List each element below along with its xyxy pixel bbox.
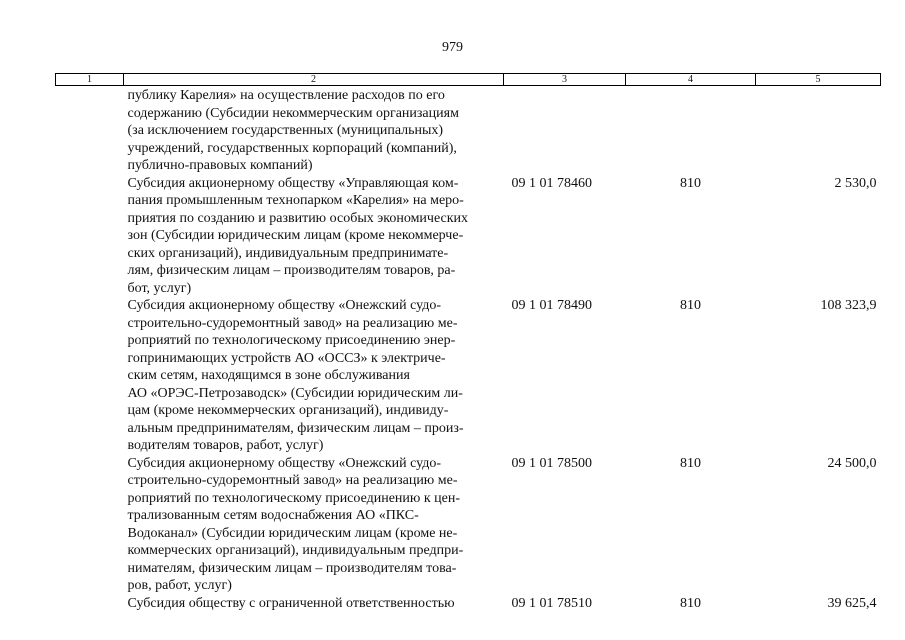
description-line: приятия по созданию и развитию особых экономических <box>127 210 469 226</box>
description-line: Водоканал» (Субсидии юридическим лицам (кроме не- <box>127 525 458 541</box>
header-col-5: 5 <box>756 74 881 86</box>
row-expense-type <box>626 86 756 175</box>
row-amount: 2 530,0 <box>834 175 877 191</box>
table-row <box>56 86 881 175</box>
row-number-cell <box>56 595 124 613</box>
description-line: Субсидия акционерному обществу «Управляющая ком- <box>127 175 459 191</box>
row-description <box>124 86 504 175</box>
description-line: строительно-судоремонтный завод» на реализацию ме- <box>127 315 458 331</box>
description-line: гопринимающих устройств АО «ОССЗ» к электриче- <box>127 350 446 366</box>
budget-table <box>55 73 881 612</box>
row-description <box>124 175 504 298</box>
row-number-cell <box>56 297 124 455</box>
header-row <box>56 74 881 86</box>
header-col-3: 3 <box>504 74 626 86</box>
table-row <box>56 297 881 455</box>
description-line: нимателям, физическим лицам – производителям това- <box>127 560 457 576</box>
row-target-code: 09 1 01 78510 <box>511 595 592 611</box>
description-line: коммерческих организаций), индивидуальным предпри- <box>127 543 464 558</box>
description-line: (за исключением государственных (муниципальных) <box>127 123 444 138</box>
row-number-cell <box>56 86 124 175</box>
row-target-code: 09 1 01 78490 <box>511 298 592 313</box>
description-line: содержанию (Субсидии некоммерческим организациям <box>127 105 459 121</box>
row-number-cell <box>56 175 124 298</box>
row-target-code <box>504 86 626 175</box>
row-expense-type: 810 <box>680 175 701 191</box>
row-target-code: 09 1 01 78500 <box>511 455 592 471</box>
description-line: зон (Субсидии юридическим лицам (кроме некоммерче- <box>127 228 464 243</box>
description-line: Субсидия акционерному обществу «Онежский судо- <box>127 298 442 313</box>
table-row <box>56 455 881 595</box>
description-line: пания промышленным технопарком «Карелия» на меро- <box>127 193 464 208</box>
row-amount: 24 500,0 <box>827 455 877 471</box>
table-row <box>56 175 881 298</box>
description-line: ских организаций), индивидуальным предпринимате- <box>127 245 449 261</box>
description-line: ским сетям, находящимся в зоне обслуживания <box>127 368 410 383</box>
page-number: 979 <box>442 40 463 55</box>
row-amount: 108 323,9 <box>820 298 877 313</box>
table-row <box>56 595 881 613</box>
table-body <box>56 86 881 613</box>
row-description <box>124 455 504 595</box>
description-line: ров, работ, услуг) <box>127 578 232 593</box>
description-line: альным предпринимателям, физическим лицам – произ- <box>127 420 464 436</box>
description-line: трализованным сетям водоснабжения АО «ПКС- <box>127 508 419 523</box>
header-col-1: 1 <box>56 74 124 86</box>
row-expense-type: 810 <box>680 455 701 471</box>
row-description <box>124 297 504 455</box>
description-line: АО «ОРЭС-Петрозаводск» (Субсидии юридическим ли- <box>127 385 463 401</box>
description-line: строительно-судоремонтный завод» на реализацию ме- <box>127 473 458 488</box>
description-line: водителям товаров, работ, услуг) <box>127 438 324 453</box>
row-description <box>124 595 504 613</box>
header-col-4: 4 <box>626 74 756 86</box>
row-amount: 39 625,4 <box>827 595 877 611</box>
row-expense-type: 810 <box>680 595 701 611</box>
description-line: Субсидия акционерному обществу «Онежский судо- <box>127 455 442 471</box>
description-line: Субсидия обществу с ограниченной ответственностью <box>127 595 455 611</box>
row-target-code: 09 1 01 78460 <box>511 175 592 191</box>
table-header <box>56 74 881 86</box>
header-col-2: 2 <box>124 74 504 86</box>
description-line: публику Карелия» на осуществление расходов по его <box>127 88 445 103</box>
row-amount <box>756 86 881 175</box>
description-line: лям, физическим лицам – производителям товаров, ра- <box>127 263 456 278</box>
description-line: роприятий по технологическому присоединению к цен- <box>127 490 461 506</box>
row-expense-type: 810 <box>680 298 701 313</box>
description-line: публично-правовых компаний) <box>127 158 313 173</box>
description-line: цам (кроме некоммерческих организаций), индивиду- <box>127 403 449 418</box>
description-line: учреждений, государственных корпораций (компаний), <box>127 140 457 156</box>
description-line: роприятий по технологическому присоединению энер- <box>127 333 456 348</box>
row-number-cell <box>56 455 124 595</box>
description-line: бот, услуг) <box>127 280 192 296</box>
